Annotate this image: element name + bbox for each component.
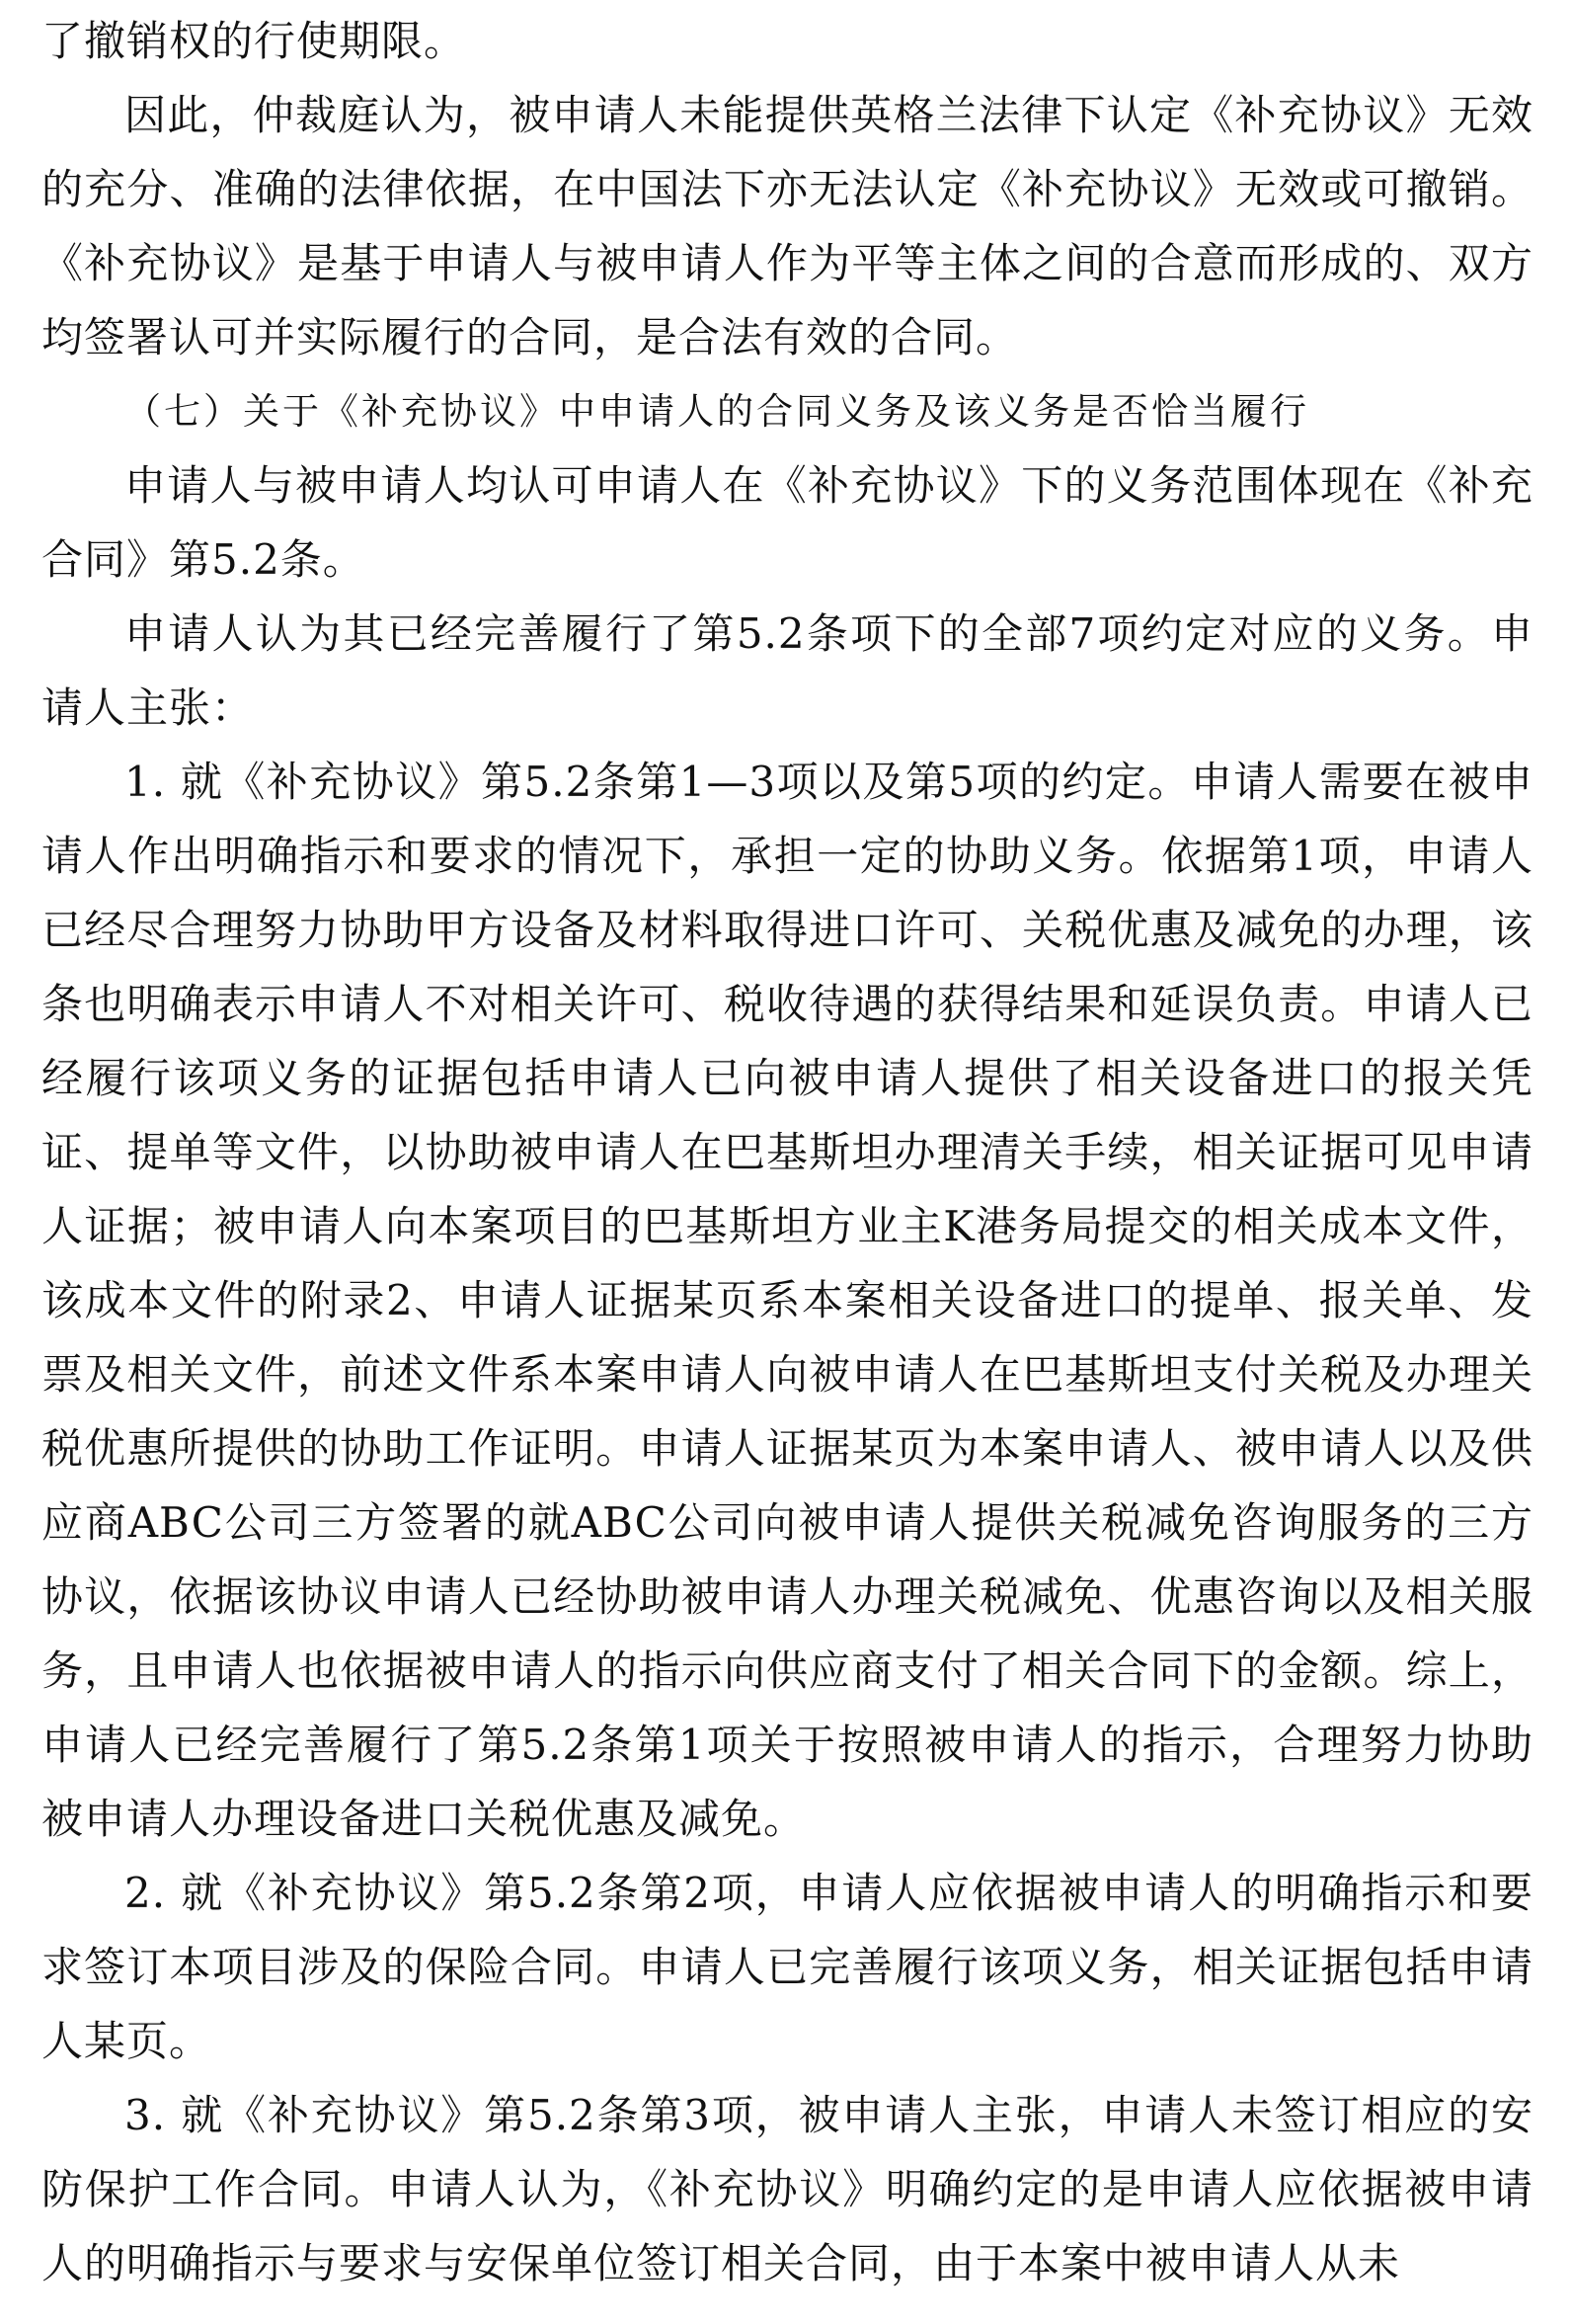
paragraph-item-2: 2. 就《补充协议》第5.2条第2项，申请人应依据被申请人的明确指示和要求签订本项目涉及的保险合同。申请人已完善履行该项义务，相关证据包括申请人某页。 bbox=[41, 1869, 1533, 2065]
paragraph-conclusion: 因此，仲裁庭认为，被申请人未能提供英格兰法律下认定《补充协议》无效的充分、准确的法律依据，在中国法下亦无法认定《补充协议》无效或可撤销。《补充协议》是基于申请人与被申请人作为平等主体之间的合意而形成的、双方均签署认可并实际履行的合同，是合法有效的合同。 bbox=[41, 91, 1533, 361]
paragraph-continuation: 了撤销权的行使期限。 bbox=[41, 17, 467, 65]
paragraph-obligation-scope: 申请人与被申请人均认可申请人在《补充协议》下的义务范围体现在《补充合同》第5.2条。 bbox=[41, 461, 1533, 584]
paragraph-claim-intro: 申请人认为其已经完善履行了第5.2条项下的全部7项约定对应的义务。申请人主张： bbox=[41, 609, 1533, 732]
paragraph-item-1: 1. 就《补充协议》第5.2条第1—3项以及第5项的约定。申请人需要在被申请人作出明确指示和要求的情况下，承担一定的协助义务。依据第1项，申请人已经尽合理努力协助甲方设备及材料取得进口许可、关税优惠及减免的办理，该条也明确表示申请人不对相关许可、税收待遇的获得结果和延误负责。申请人已经履行该项义务的证据包括申请人已向被申请人提供了相关设备进口的报关凭证、提单等文件，以协助被申请人在巴基斯坦办理清关手续，相关证据可见申请人证据；被申请人向本案项目的巴基斯坦方业主K港务局提交的相关成本文件，该成本文件的附录2、申请人证据某页系本案相关设备进口的提单、报关单、发票及相关文件，前述文件系本案申请人向被申请人在巴基斯坦支付关税及办理关税优惠所提供的协助工作证明。申请人证据某页为本案申请人、被申请人以及供应商ABC公司三方签署的就ABC公司向被申请人提供关税减免咨询服务的三方协议，依据该协议申请人已经协助被申请人办理关税减免、优惠咨询以及相关服务，且申请人也依据被申请人的指示向供应商支付了相关合同下的金额。综上，申请人已经完善履行了第5.2条第1项关于按照被申请人的指示，合理努力协助被申请人办理设备进口关税优惠及减免。 bbox=[41, 758, 1533, 1843]
document-page bbox=[41, 4, 1533, 2300]
paragraph-item-3: 3. 就《补充协议》第5.2条第3项，被申请人主张，申请人未签订相应的安防保护工作合同。申请人认为，《补充协议》明确约定的是申请人应依据被申请人的明确指示与要求与安保单位签订相关合同，由于本案中被申请人从未 bbox=[41, 2091, 1533, 2287]
section-heading: （七）关于《补充协议》中申请人的合同义务及该义务是否恰当履行 bbox=[124, 390, 1309, 433]
